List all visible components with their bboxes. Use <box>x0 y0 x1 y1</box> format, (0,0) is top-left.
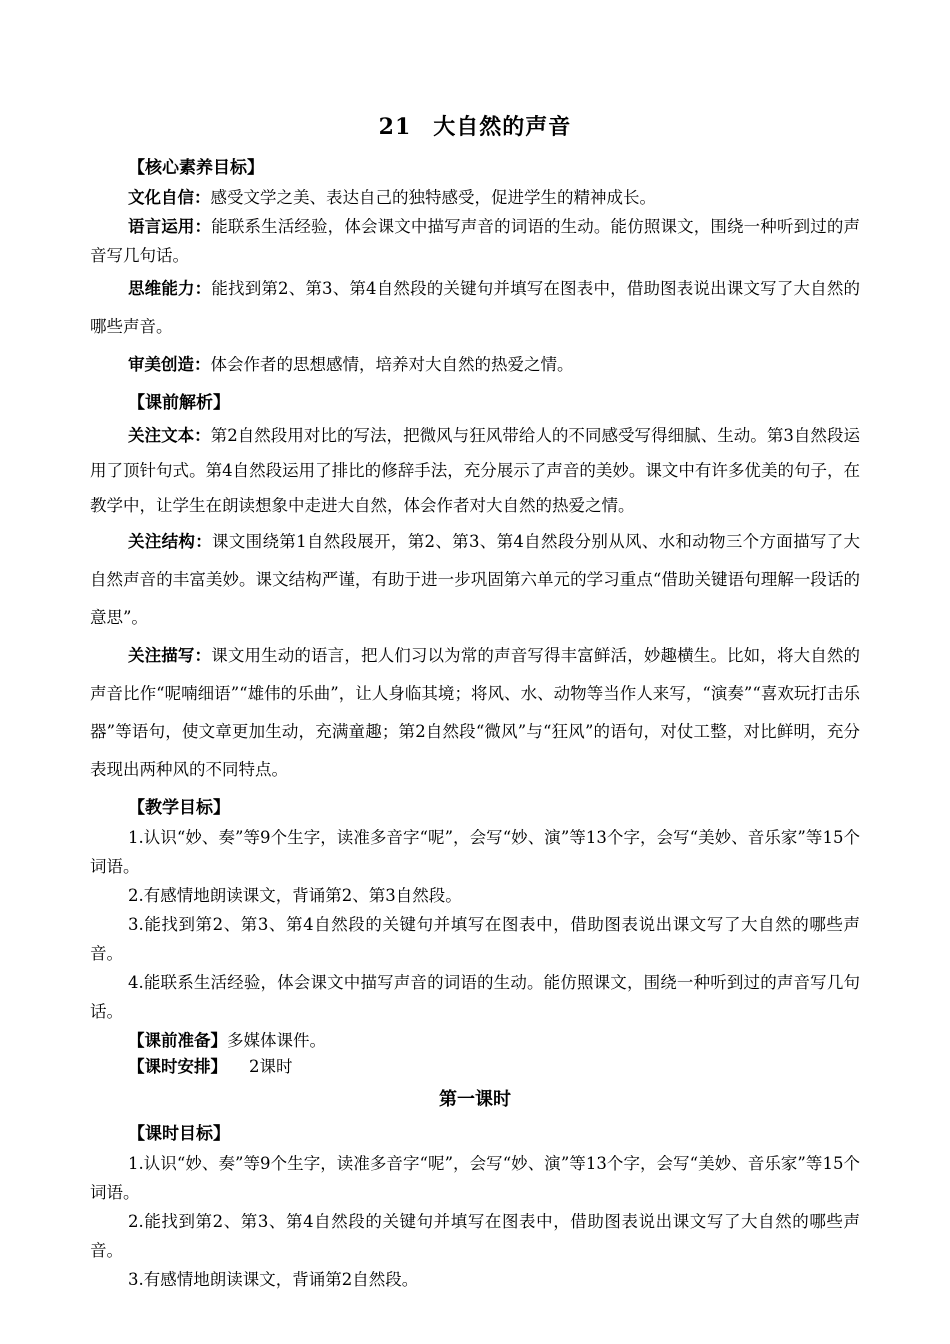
lesson-goal-item: 3.有感情地朗读课文，背诵第2自然段。 <box>128 1270 419 1289</box>
schedule-line: 【课时安排】 2课时 <box>128 1057 293 1076</box>
core-item-aesthetic: 审美创造：体会作者的思想感情，培养对大自然的热爱之情。 <box>128 355 574 374</box>
lesson-goals-heading: 【课时目标】 <box>128 1124 230 1144</box>
goal-item: 1.认识“妙、奏”等9个生字，读准多音字“呢”，会写“妙、演”等13个字，会写“美妙、音乐家”等15个词语。 <box>90 828 860 876</box>
lesson-number: 21 <box>378 114 412 140</box>
core-goals-heading: 【核心素养目标】 <box>128 158 264 178</box>
teaching-goals-heading: 【教学目标】 <box>128 798 230 818</box>
lesson-title <box>90 110 860 141</box>
lesson-title-text: 大自然的声音 <box>433 114 572 140</box>
goal-item: 4.能联系生活经验，体会课文中描写声音的词语的生动。能仿照课文，围绕一种听到过的声音写几句话。 <box>90 973 860 1021</box>
core-item-culture: 文化自信：感受文学之美、表达自己的独特感受，促进学生的精神成长。 <box>128 188 656 207</box>
core-item-language: 语言运用：能联系生活经验，体会课文中描写声音的词语的生动。能仿照课文，围绕一种听到过的声音写几句话。 <box>90 217 861 265</box>
analysis-item-text: 关注文本：第2自然段用对比的写法，把微风与狂风带给人的不同感受写得细腻、生动。第3自然段运用了顶针句式。第4自然段运用了排比的修辞手法，充分展示了声音的美妙。课文中有许多优美的句子，在教学中，让学生在朗读想象中走进大自然，体会作者对大自然的热爱之情。 <box>90 426 860 515</box>
first-lesson-title: 第一课时 <box>439 1089 511 1110</box>
analysis-heading: 【课前解析】 <box>128 393 230 413</box>
prep-line: 【课前准备】多媒体课件。 <box>128 1031 326 1050</box>
analysis-item-description: 关注描写：课文用生动的语言，把人们习以为常的声音写得丰富鲜活，妙趣横生。比如，将大自然的声音比作“呢喃细语”“雄伟的乐曲”，让人身临其境；将风、水、动物等当作人来写，“演奏”“喜欢玩打击乐器”等语句，使文章更加生动，充满童趣；第2自然段“微风”与“狂风”的语句，对仗工整，对比鲜明，充分表现出两种风的不同特点。 <box>90 646 861 779</box>
lesson-goal-item: 1.认识“妙、奏”等9个生字，读准多音字“呢”，会写“妙、演”等13个字，会写“美妙、音乐家”等15个词语。 <box>90 1154 860 1202</box>
core-item-thinking: 思维能力：能找到第2、第3、第4自然段的关键句并填写在图表中，借助图表说出课文写了大自然的哪些声音。 <box>90 279 861 336</box>
analysis-item-structure: 关注结构：课文围绕第1自然段展开，第2、第3、第4自然段分别从风、水和动物三个方面描写了大自然声音的丰富美妙。课文结构严谨，有助于进一步巩固第六单元的学习重点“借助关键语句理解一段话的意思”。 <box>90 532 861 627</box>
document-page <box>90 110 860 1294</box>
goal-item: 3.能找到第2、第3、第4自然段的关键句并填写在图表中，借助图表说出课文写了大自然的哪些声音。 <box>90 915 860 963</box>
lesson-goal-item: 2.能找到第2、第3、第4自然段的关键句并填写在图表中，借助图表说出课文写了大自然的哪些声音。 <box>90 1212 860 1260</box>
goal-item: 2.有感情地朗读课文，背诵第2、第3自然段。 <box>128 886 462 905</box>
